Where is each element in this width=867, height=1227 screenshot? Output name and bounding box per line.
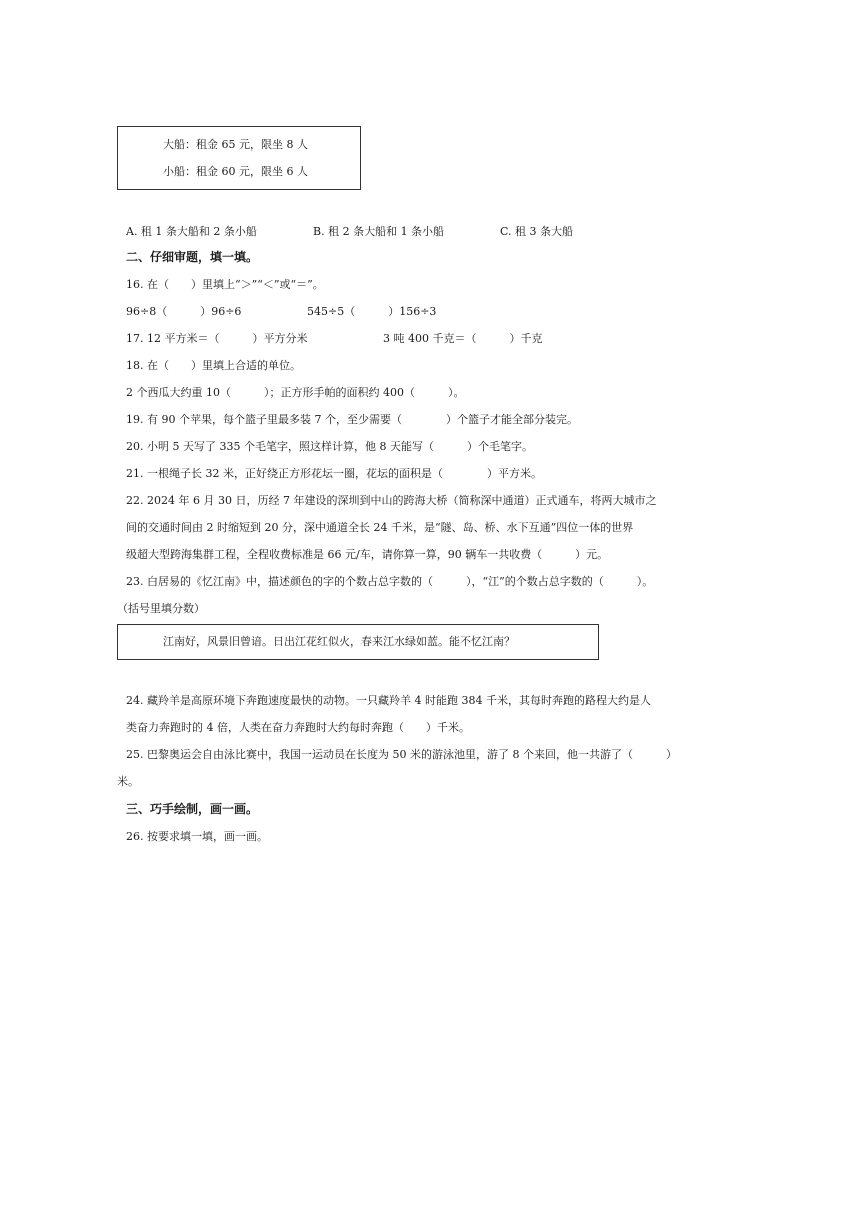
q18-line: 2 个西瓜大约重 10（ ）；正方形手帕的面积约 400（ ）。 [126,386,465,399]
section-2-heading: 二、仔细审题，填一填。 [126,250,259,264]
boat-info-box [117,126,361,190]
q16-b: 545÷5（ ）156÷3 [307,305,437,318]
boat-big-info: 大船：租金 65 元，限坐 8 人 [163,138,308,151]
q15-option-a: A. 租 1 条大船和 2 条小船 [126,225,257,238]
q24-line-1: 24. 藏羚羊是高原环境下奔跑速度最快的动物。一只藏羚羊 4 时能跑 384 千米，其每时奔跑的路程大约是人 [126,694,651,707]
q21: 21. 一根绳子长 32 米，正好绕正方形花坛一圈，花坛的面积是（ ）平方米。 [126,467,542,480]
boat-small-info: 小船：租金 60 元，限坐 6 人 [163,165,308,178]
q26: 26. 按要求填一填，画一画。 [126,830,268,843]
q15-option-b: B. 租 2 条大船和 1 条小船 [313,225,445,238]
q19: 19. 有 90 个苹果，每个篮子里最多装 7 个，至少需要（ ）个篮子才能全部分装完。 [126,413,578,426]
q23-line-2: （括号里填分数） [117,602,205,615]
q25-line-1: 25. 巴黎奥运会自由泳比赛中，我国一运动员在长度为 50 米的游泳池里，游了 8 个来回，他一共游了（ ） [126,748,677,761]
poem-text: 江南好，风景旧曾谙。日出江花红似火，春来江水绿如蓝。能不忆江南？ [163,635,515,648]
q24-line-2: 类奋力奔跑时的 4 倍，人类在奋力奔跑时大约每时奔跑（ ）千米。 [126,721,470,734]
q18-stem: 18. 在（ ）里填上合适的单位。 [126,359,301,372]
q22-line-3: 级超大型跨海集群工程，全程收费标准是 66 元/车，请你算一算，90 辆车一共收费（ ）元。 [126,548,609,561]
q23-line-1: 23. 白居易的《忆江南》中，描述颜色的字的个数占总字数的（ ），“江”的个数占总字数的（ ）。 [126,575,654,588]
q15-option-c: C. 租 3 条大船 [500,225,574,238]
section-3-heading: 三、巧手绘制，画一画。 [126,802,259,816]
q16-a: 96÷8（ ）96÷6 [126,305,242,318]
q25-line-2: 米。 [117,775,139,788]
q17-a: 17. 12 平方米＝（ ）平方分米 [126,332,308,345]
q22-line-1: 22. 2024 年 6 月 30 日，历经 7 年建设的深圳到中山的跨海大桥（简称深中通道）正式通车，将两大城市之 [126,494,657,507]
q17-b: 3 吨 400 千克＝（ ）千克 [383,332,543,345]
q22-line-2: 间的交通时间由 2 时缩短到 20 分，深中通道全长 24 千米，是“隧、岛、桥、水下互通”四位一体的世界 [126,521,634,534]
q16-stem: 16. 在（ ）里填上“＞”“＜”或“＝”。 [126,278,324,291]
q20: 20. 小明 5 天写了 335 个毛笔字，照这样计算，他 8 天能写（ ）个毛笔字。 [126,440,533,453]
